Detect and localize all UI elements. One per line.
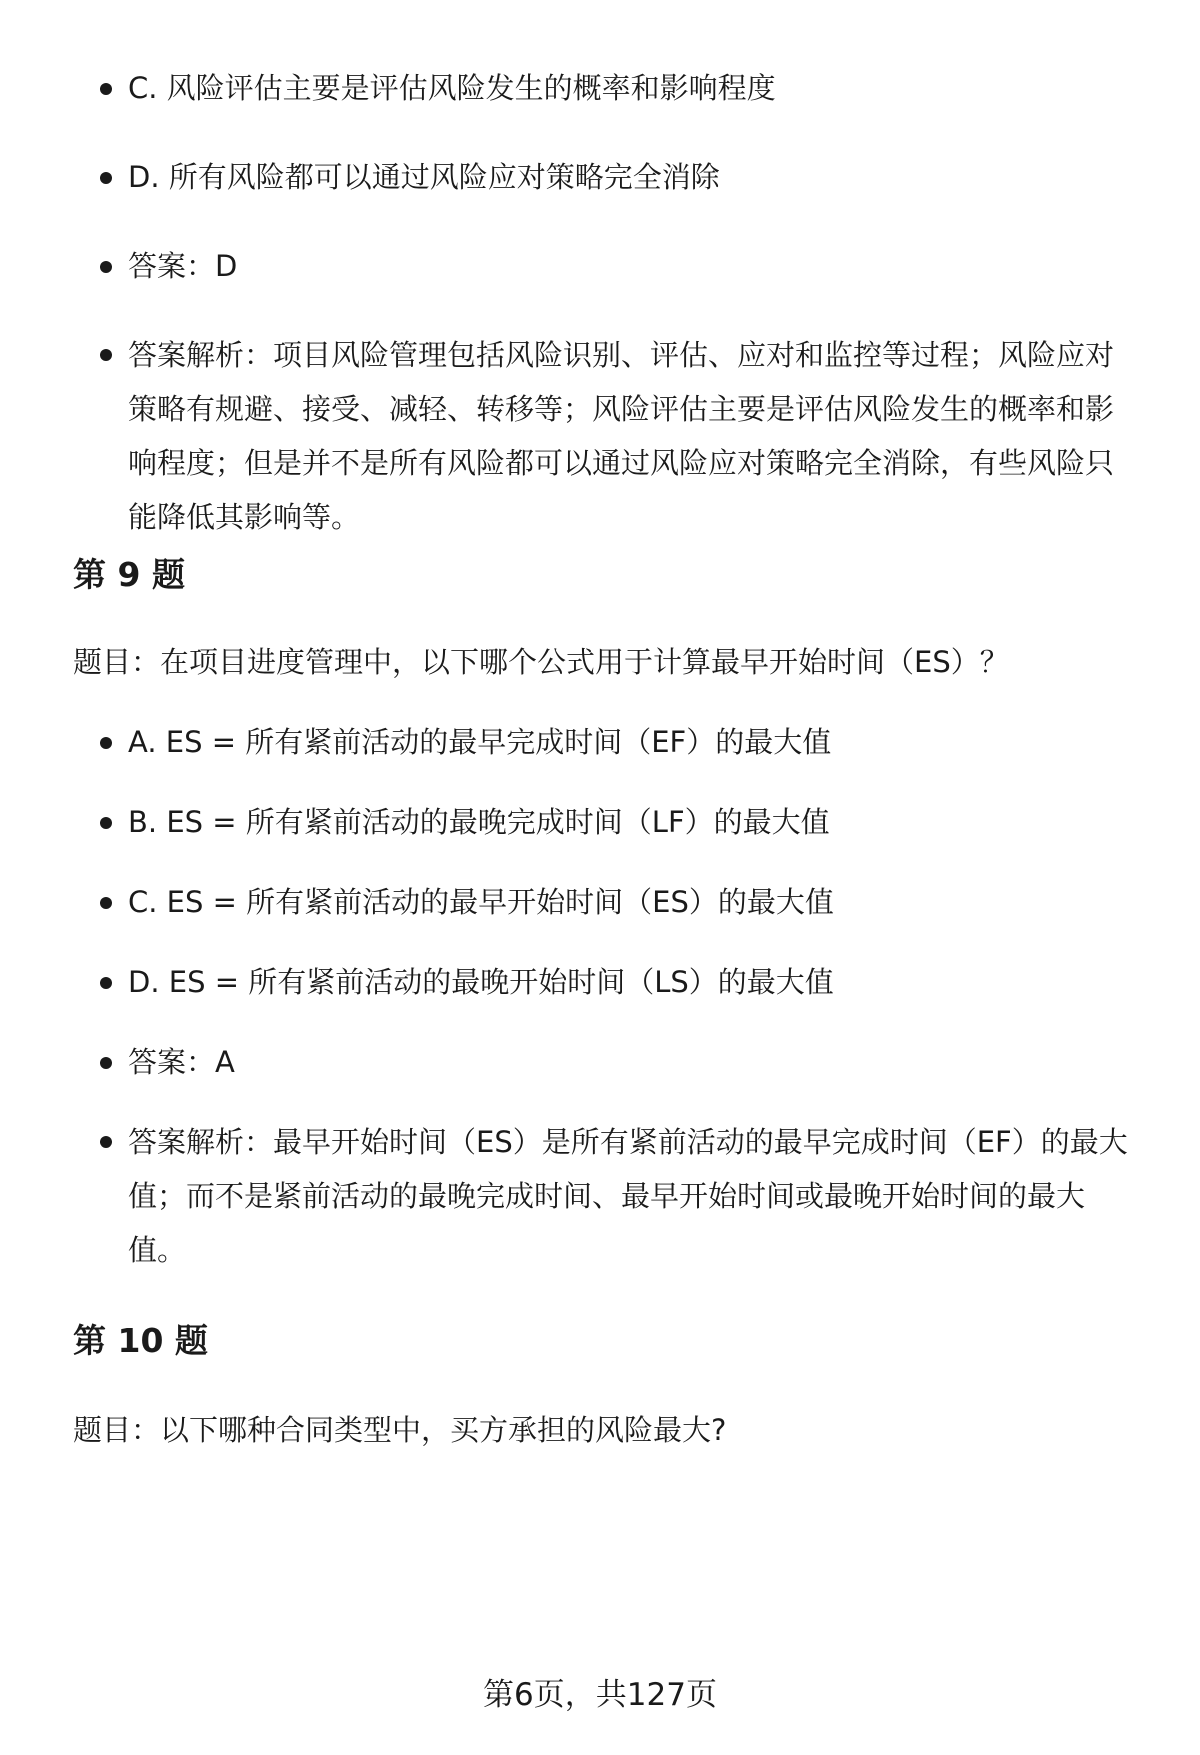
question-8-answer [73,236,1138,296]
option-text: D. ES = 所有紧前活动的最晚开始时间（LS）的最大值 [128,965,834,999]
bullet-icon [100,83,112,95]
bullet-icon [100,897,112,909]
option-text: C. ES = 所有紧前活动的最早开始时间（ES）的最大值 [128,885,834,919]
explanation-text: 答案解析：项目风险管理包括风险识别、评估、应对和监控等过程；风险应对策略有规避、接受、减轻、转移等；风险评估主要是评估风险发生的概率和影响程度；但是并不是所有风险都可以通过风险应对策略完全消除，有些风险只能降低其影响等。 [128,338,1115,534]
question-9-stem: 题目：在项目进度管理中，以下哪个公式用于计算最早开始时间（ES）？ [73,645,1009,679]
question-9-list [0,712,1138,1277]
bullet-icon [100,977,112,989]
bullet-icon [100,737,112,749]
question-8-explanation [73,325,1138,544]
question-9-option-c [73,872,1138,932]
question-8-list [0,58,1138,544]
explanation-text: 答案解析：最早开始时间（ES）是所有紧前活动的最早完成时间（EF）的最大值；而不是紧前活动的最晚完成时间、最早开始时间或最晚开始时间的最大值。 [128,1125,1128,1267]
question-9-heading: 第 9 题 [73,555,185,594]
question-8-option-d [73,147,1138,207]
answer-text: 答案：D [128,249,238,283]
question-9-option-b [73,792,1138,852]
option-text: C. 风险评估主要是评估风险发生的概率和影响程度 [128,71,776,105]
answer-text: 答案：A [128,1045,235,1079]
bullet-icon [100,1136,112,1148]
question-10-stem: 题目：以下哪种合同类型中，买方承担的风险最大? [73,1413,727,1447]
bullet-icon [100,349,112,361]
question-9-explanation [73,1112,1138,1277]
page-indicator: 第6页，共127页 [483,1677,717,1713]
option-text: B. ES = 所有紧前活动的最晚完成时间（LF）的最大值 [128,805,830,839]
question-9-option-d [73,952,1138,1012]
bullet-icon [100,1057,112,1069]
question-9-answer [73,1032,1138,1092]
bullet-icon [100,172,112,184]
question-8-option-c [73,58,1138,118]
question-10-heading: 第 10 题 [73,1321,208,1360]
option-text: A. ES = 所有紧前活动的最早完成时间（EF）的最大值 [128,725,832,759]
bullet-icon [100,817,112,829]
question-9-option-a [73,712,1138,772]
bullet-icon [100,261,112,273]
option-text: D. 所有风险都可以通过风险应对策略完全消除 [128,160,720,194]
